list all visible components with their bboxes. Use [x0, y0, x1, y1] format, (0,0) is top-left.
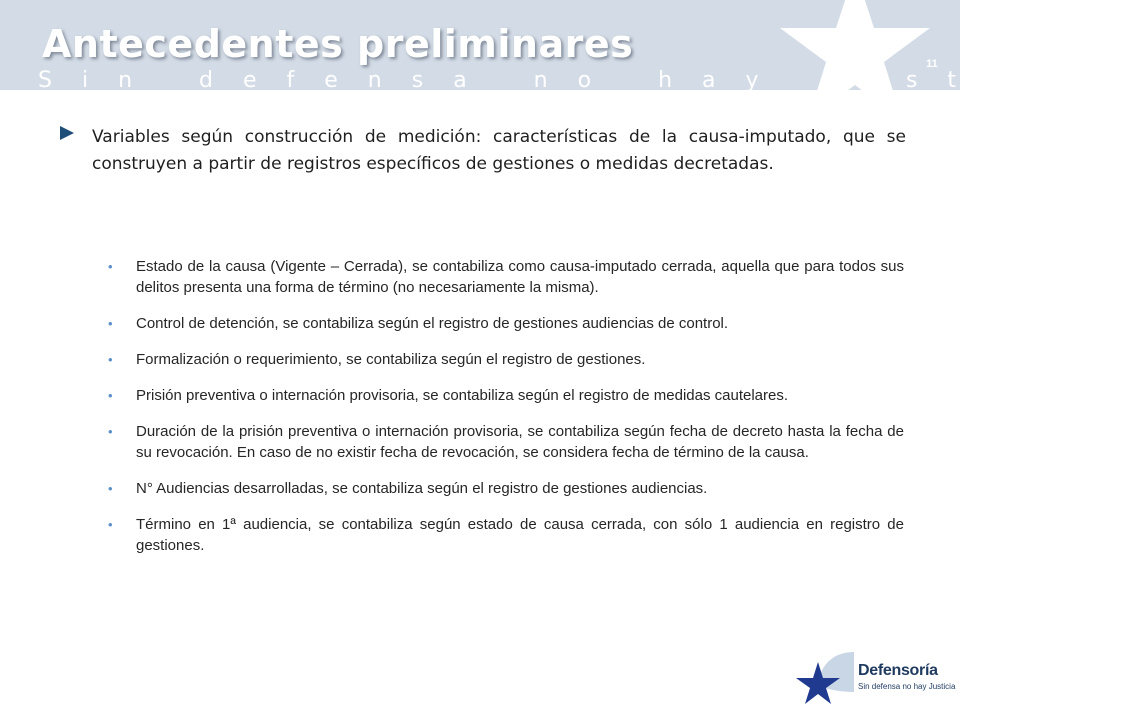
logo-tagline: Sin defensa no hay Justicia	[858, 682, 956, 691]
list-item	[108, 514, 904, 556]
bullet-dot-icon: •	[108, 388, 113, 403]
slide-title: Antecedentes preliminares	[42, 22, 634, 66]
bullet-dot-icon: •	[108, 481, 113, 496]
list-item	[108, 421, 904, 463]
list-item	[108, 349, 904, 370]
bullet-dot-icon: •	[108, 316, 113, 331]
list-item	[108, 385, 904, 406]
list-item-text: Duración de la prisión preventiva o internación provisoria, se contabiliza según fecha de decreto hasta la fecha de su revocación. En caso de no existir fecha de revocación, se considera fecha de término de la causa.	[136, 423, 904, 461]
main-bullet	[60, 124, 906, 178]
main-bullet-text: Variables según construcción de medición: características de la causa-imputado, que se construyen a partir de registros específicos de gestiones o medidas decretadas.	[92, 127, 906, 174]
header-tagline: Sin defensa no hay Justicia	[38, 68, 1144, 93]
logo-name: Defensoría	[858, 662, 938, 679]
list-item-text: Estado de la causa (Vigente – Cerrada), se contabiliza como causa-imputado cerrada, aquella que para todos sus delitos presenta una forma de término (no necesariamente la misma).	[136, 258, 904, 296]
bullet-dot-icon: •	[108, 259, 113, 274]
list-item-text: N° Audiencias desarrolladas, se contabiliza según el registro de gestiones audiencias.	[136, 480, 708, 497]
bullet-dot-icon: •	[108, 517, 113, 532]
list-item	[108, 313, 904, 334]
list-item-text: Formalización o requerimiento, se contabiliza según el registro de gestiones.	[136, 351, 646, 368]
list-item	[108, 478, 904, 499]
arrow-bullet-icon	[60, 126, 74, 140]
list-item	[108, 256, 904, 298]
logo-star-icon	[796, 648, 858, 708]
defensoria-logo	[796, 648, 956, 708]
slide-header	[0, 0, 1144, 93]
list-item-text: Término en 1ª audiencia, se contabiliza según estado de causa cerrada, con sólo 1 audiencia en registro de gestiones.	[136, 516, 904, 554]
bullet-dot-icon: •	[108, 352, 113, 367]
bullet-dot-icon: •	[108, 424, 113, 439]
sub-bullet-list	[108, 256, 904, 571]
page-number: 11	[926, 58, 938, 70]
list-item-text: Prisión preventiva o internación provisoria, se contabiliza según el registro de medidas cautelares.	[136, 387, 789, 404]
star-icon	[760, 0, 930, 130]
list-item-text: Control de detención, se contabiliza según el registro de gestiones audiencias de control.	[136, 315, 729, 332]
